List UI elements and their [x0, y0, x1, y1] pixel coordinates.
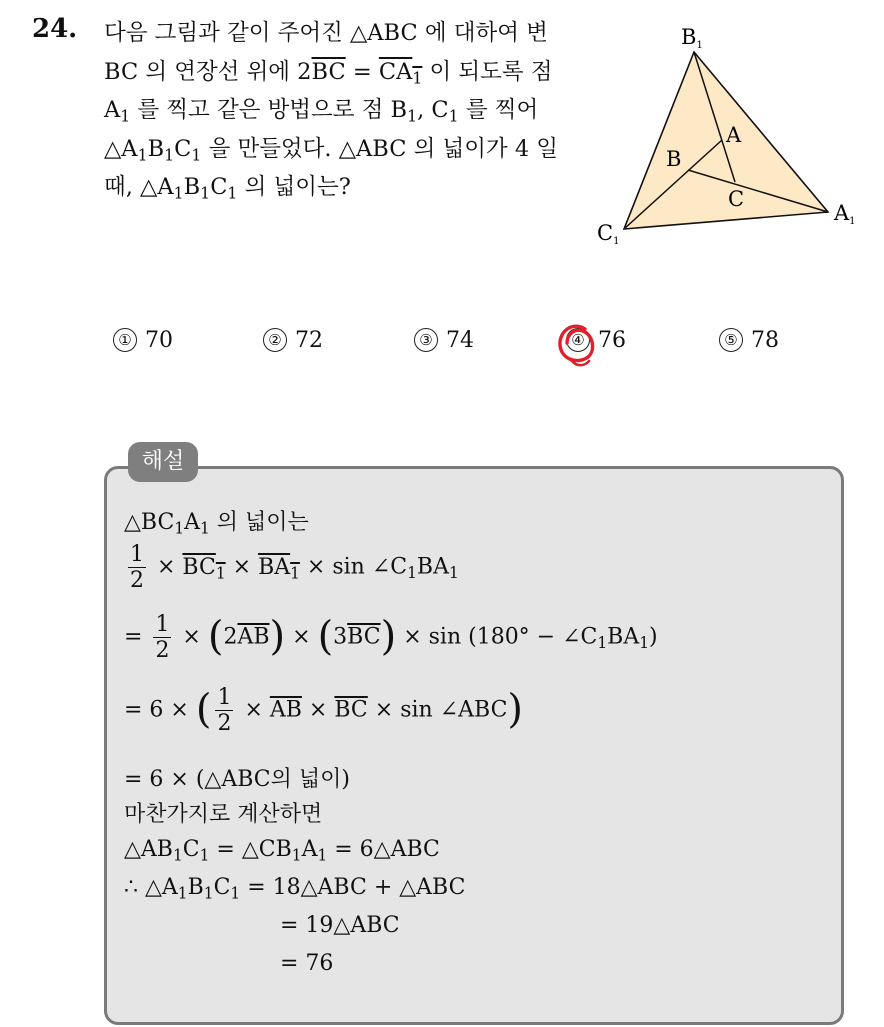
choice-1[interactable]: ① 70: [113, 328, 173, 353]
solution-tag: 해설: [128, 442, 198, 482]
solution-line-7: $\triangle AB_1C_1$ = $\triangle CB_1A_1$ = 6△ABC: [124, 837, 440, 865]
solution-line-1: $\triangle BC_1A_1$ 의 넓이는: [124, 510, 309, 538]
label-b: B: [666, 147, 682, 171]
half-fraction: $\frac{1}{2}$: [217, 685, 232, 736]
question-text: 다음 그림과 같이 주어진 △ABC 에 대하여 변 BC 의 연장선 위에 $2\overline{BC} = CA_1$ 이 되도록 점 $A_1$ 를 찍고 같은 방법으로 점 $B_1$, $C_1$ 를 찍어 $\triangle A_1B_1C_1$ 을 만들었다. △ABC 의 넓이가 4 일 때, $\triangle A_1B_1C_1$ 의 넓이는?: [104, 20, 559, 203]
solution-line-4: = 6 × ( $\frac{1}{2}$ × $\overline{AB} \times \overline{BC} \times \sin$ ∠ABC): [124, 685, 524, 736]
label-a1: A1: [834, 201, 856, 227]
half-fraction: $\frac{1}{2}$: [130, 542, 144, 593]
triangle-figure: [590, 20, 870, 260]
solution-line-8: ∴ $\triangle A_1B_1C_1$ = 18△ABC + △ABC: [124, 875, 466, 903]
label-b1: B1: [681, 25, 703, 51]
choice-2[interactable]: ② 72: [263, 328, 323, 353]
solution-line-9: = 19△ABC: [280, 913, 400, 938]
label-c1: C1: [597, 221, 620, 247]
choice-3[interactable]: ③ 74: [414, 328, 474, 353]
solution-line-5: = 6 × (△ABC의 넓이): [124, 767, 350, 792]
half-fraction: $\frac{1}{2}$: [155, 612, 170, 663]
question-number: 24.: [32, 14, 78, 44]
choice-4[interactable]: ④ 76: [566, 328, 626, 353]
solution-line-6: 마찬가지로 계산하면: [124, 802, 323, 827]
solution-line-2: $\frac{1}{2}$ × $BC_1 \times BA_1 \times \sin$ $\angle C_1BA_1$: [130, 542, 459, 593]
solution-line-10: = 76: [280, 951, 334, 976]
solution-line-3: = $\frac{1}{2}$ × $(2\overline{AB}) \times (3\overline{BC}) \times \sin (180^\circ$ − $\angle C_1BA_1$): [124, 612, 658, 663]
label-c: C: [728, 187, 745, 211]
choice-5[interactable]: ⑤ 78: [719, 328, 779, 353]
answer-choices: [0, 328, 884, 368]
label-a: A: [726, 123, 742, 147]
